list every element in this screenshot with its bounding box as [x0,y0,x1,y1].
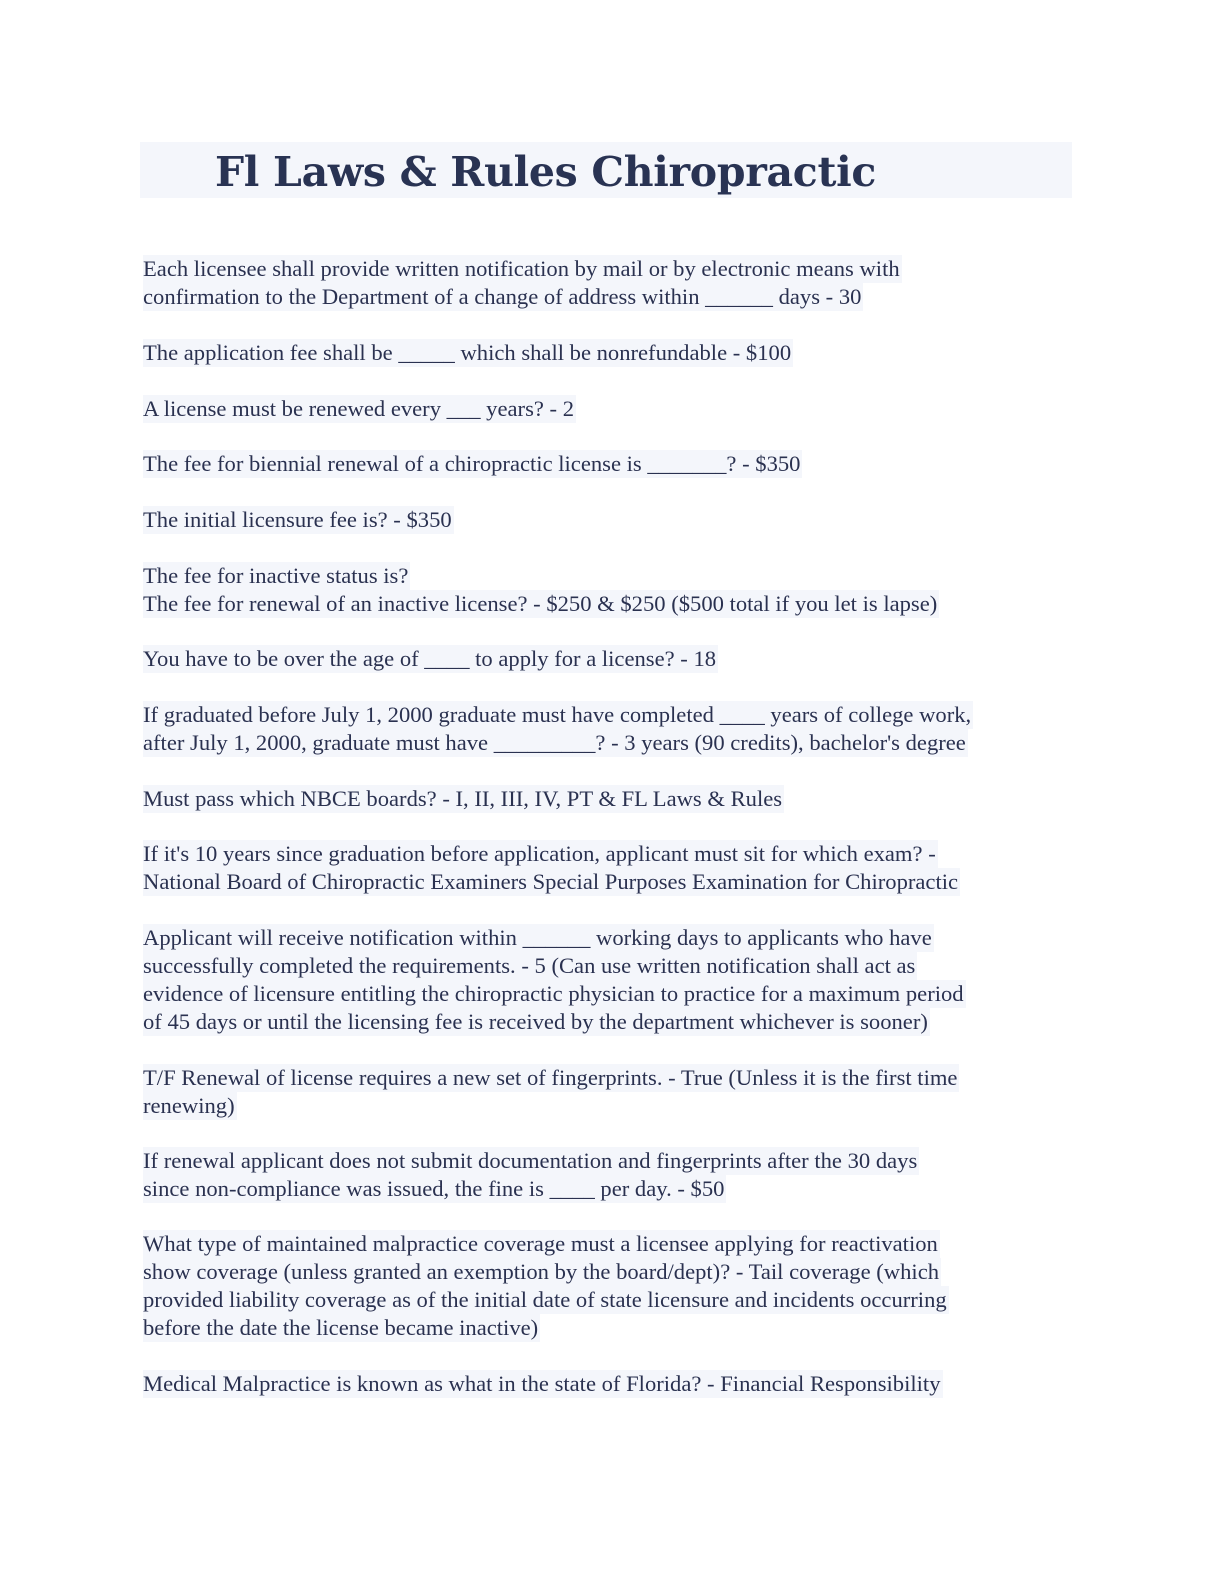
qa-line: Must pass which NBCE boards? - I, II, III, IV, PT & FL Laws & Rules [143,786,783,811]
qa-line: renewing) [143,1093,235,1118]
qa-line: confirmation to the Department of a change of address within ______ days - 30 [143,284,862,309]
qa-line: If renewal applicant does not submit documentation and fingerprints after the 30 days [143,1148,918,1173]
qa-item [143,1064,1083,1120]
qa-item [143,1370,1083,1398]
qa-line: What type of maintained malpractice coverage must a licensee applying for reactivation [143,1231,938,1256]
qa-line: before the date the license became inactive) [143,1315,539,1340]
qa-item [143,1147,1083,1203]
qa-item [143,395,1083,423]
qa-item [143,785,1083,813]
qa-item [143,1230,1083,1342]
title-band [140,142,1072,198]
qa-line: T/F Renewal of license requires a new set of fingerprints. - True (Unless it is the first time [143,1065,958,1090]
qa-line: The application fee shall be _____ which shall be nonrefundable - $100 [143,340,792,365]
page-title: Fl Laws & Rules Chiropractic [215,148,877,196]
qa-line: show coverage (unless granted an exemption by the board/dept)? - Tail coverage (which [143,1259,940,1284]
qa-line: Applicant will receive notification within ______ working days to applicants who have [143,925,932,950]
qa-item [143,339,1083,367]
qa-line: Medical Malpractice is known as what in the state of Florida? - Financial Responsibility [143,1371,941,1396]
qa-item [143,645,1083,673]
qa-line: Each licensee shall provide written notification by mail or by electronic means with [143,256,900,281]
qa-item [143,924,1083,1036]
qa-line: You have to be over the age of ____ to apply for a license? - 18 [143,646,717,671]
qa-line: National Board of Chiropractic Examiners Special Purposes Examination for Chiropractic [143,869,959,894]
qa-line: provided liability coverage as of the initial date of state licensure and incidents occurring [143,1287,947,1312]
qa-line: A license must be renewed every ___ years? - 2 [143,396,575,421]
qa-line: The fee for biennial renewal of a chiropractic license is _______? - $350 [143,451,801,476]
qa-item [143,450,1083,478]
qa-line: of 45 days or until the licensing fee is received by the department whichever is sooner) [143,1009,928,1034]
qa-line: successfully completed the requirements. - 5 (Can use written notification shall act as [143,953,916,978]
qa-line: The fee for renewal of an inactive license? - $250 & $250 ($500 total if you let is lapse) [143,591,938,616]
qa-line: since non-compliance was issued, the fine is ____ per day. - $50 [143,1176,725,1201]
qa-line: The fee for inactive status is? [143,563,409,588]
qa-line: after July 1, 2000, graduate must have _________? - 3 years (90 credits), bachelor's degree [143,730,966,755]
qa-item [143,562,1083,618]
qa-item [143,701,1083,757]
qa-item [143,255,1083,311]
qa-line: If graduated before July 1, 2000 graduate must have completed ____ years of college work, [143,702,972,727]
qa-line: The initial licensure fee is? - $350 [143,507,452,532]
qa-line: If it's 10 years since graduation before application, applicant must sit for which exam? - [143,841,936,866]
qa-line: evidence of licensure entitling the chiropractic physician to practice for a maximum period [143,981,964,1006]
qa-item [143,506,1083,534]
qa-item [143,840,1083,896]
